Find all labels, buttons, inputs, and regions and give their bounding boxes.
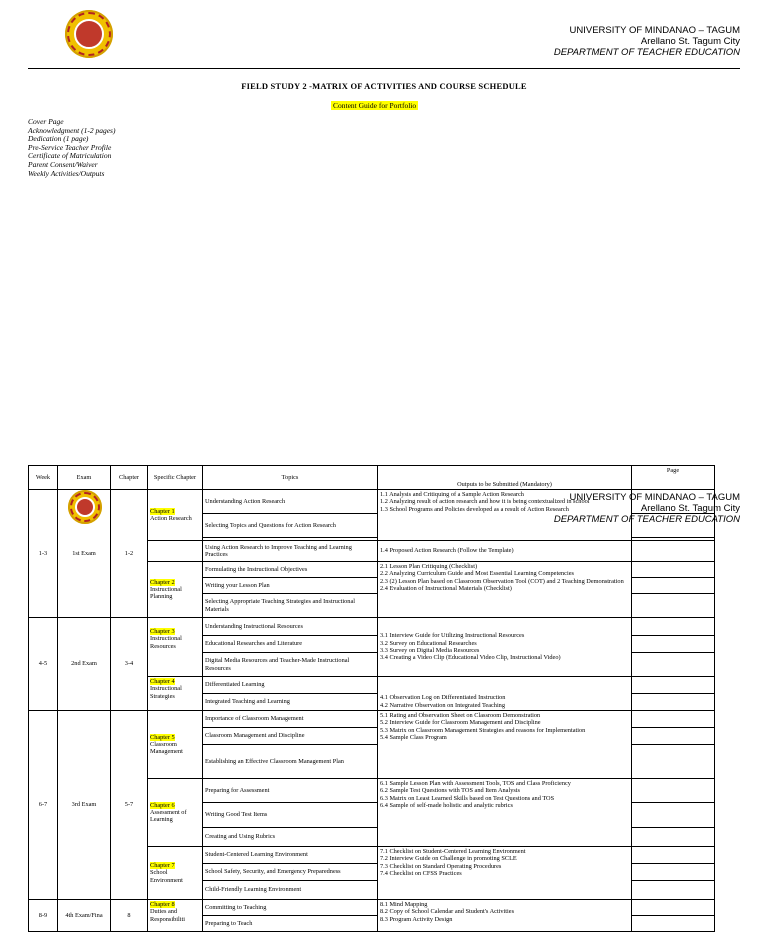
exam-cell: 2nd Exam [58,618,111,711]
page-cell [632,636,715,653]
topic-cell: Classroom Management and Discipline [203,728,378,745]
page-cell [632,745,715,779]
page-cell [632,618,715,636]
header-week: Week [29,466,58,490]
topic-cell: Formulating the Instructional Objectives [203,562,378,578]
outputs-cell: 7.1 Checklist on Student-Centered Learning Environment 7.2 Interview Guide on Challenge in promoting SCLE 7.3 Checklist on Standard Operating Procedures 7.4 Checklist on CFSS Practices [378,847,632,900]
page-cell [632,728,715,745]
page-cell [632,562,715,578]
page-cell [632,881,715,900]
specific-chapter-cell [148,541,203,562]
exam-cell: 4th Exam/Fina [58,900,111,932]
department-name: DEPARTMENT OF TEACHER EDUCATION [553,514,740,525]
chapter-cell: 1-2 [111,490,148,618]
specific-chapter-cell [148,490,203,541]
chapter-name: Instructional Planning [150,585,182,601]
chapter-label: Chapter 7 [150,862,175,870]
table-row [29,900,715,916]
table-header-row [29,466,715,490]
topic-cell: Using Action Research to Improve Teaching and Learning Practices [203,541,378,562]
topic-cell: Understanding Instructional Resources [203,618,378,636]
content-guide-label: Content Guide for Portfolio [333,101,417,110]
header-topics: Topics [203,466,378,490]
page-cell [632,578,715,594]
activities-matrix-table [28,465,715,932]
university-seal-logo [65,10,113,58]
list-item: Parent Consent/Waiver [28,159,98,169]
list-item: Dedication (1 page) [28,134,89,144]
week-cell: 4-5 [29,618,58,711]
topic-cell: Educational Researches and Literature [203,636,378,653]
page-cell [632,653,715,677]
list-item: Cover Page [28,117,64,126]
university-address: Arellano St. Tagum City [640,36,740,47]
chapter-label: Chapter 8 [150,901,175,908]
specific-chapter-cell [148,618,203,677]
chapter-name: Instructional Resources [150,635,182,650]
page-header-overlay [554,492,740,525]
chapter-cell: 3-4 [111,618,148,711]
page-cell [632,694,715,711]
topic-cell: Child-Friendly Learning Environment [203,881,378,900]
topic-cell: Writing your Lesson Plan [203,578,378,594]
list-item: Certificate of Matriculation [28,151,112,161]
chapter-name: Action Research [150,515,192,522]
page-header [554,25,740,58]
department-name: DEPARTMENT OF TEACHER EDUCATION [553,47,740,58]
university-name: UNIVERSITY OF MINDANAO – TAGUM [569,492,740,503]
topic-cell: Preparing for Assessment [203,779,378,803]
page-cell [632,594,715,618]
page-cell [632,828,715,847]
specific-chapter-cell [148,847,203,900]
outputs-cell: 1.4 Proposed Action Research (Follow the Template) [378,541,632,562]
topic-cell: Understanding Action Research [203,490,378,514]
chapter-label: Chapter 1 [150,507,175,515]
list-item: Acknowledgment (1-2 pages) [28,125,116,135]
university-address: Arellano St. Tagum City [640,503,740,514]
page-cell [632,541,715,562]
topic-cell: Digital Media Resources and Teacher-Made Instructional Resources [203,653,378,677]
topic-cell: Creating and Using Rubrics [203,828,378,847]
chapter-label: Chapter 3 [150,628,175,635]
chapter-label: Chapter 4 [150,678,175,685]
page-cell [632,864,715,881]
chapter-label: Chapter 5 [150,733,175,741]
outputs-cell: 1.1 Analysis and Critiquing of a Sample Action Research 1.2 Analyzing result of action research and how it is being contextualized in school 1.3 School Programs and Policies developed as a result of Action Research [378,490,632,541]
outputs-cell: 4.1 Observation Log on Differentiated Instruction 4.2 Narrative Observation on Integrated Teaching [378,677,632,711]
chapter-name: Instructional Strategies [150,685,182,700]
week-cell: 8-9 [29,900,58,932]
specific-chapter-cell [148,900,203,932]
header-chapter: Chapter [111,466,148,490]
outputs-cell: 8.1 Mind Mapping 8.2 Copy of School Calendar and Student's Activities 8.3 Program Activity Design [378,900,632,932]
page-title: FIELD STUDY 2 -MATRIX OF ACTIVITIES AND COURSE SCHEDULE [241,81,527,91]
page-cell [632,847,715,864]
outputs-cell: 6.1 Sample Lesson Plan with Assessment Tools, TOS and Class Proficiency 6.2 Sample Test Questions with TOS and Item Analysis 6.3 Matrix on Least Learned Skills based on Test Questions and TOS 6.4 Sample of self-made holistic and analytic rubrics [378,779,632,847]
topic-cell: School Safety, Security, and Emergency Preparedness [203,864,378,881]
header-page: Page [632,466,715,490]
exam-cell: 1st Exam [58,490,111,618]
specific-chapter-cell [148,711,203,779]
page-cell [632,900,715,916]
topic-cell: Selecting Appropriate Teaching Strategies and Instructional Materials [203,594,378,618]
university-name: UNIVERSITY OF MINDANAO – TAGUM [569,25,740,36]
header-rule [28,68,740,69]
topic-cell: Establishing an Effective Classroom Management Plan [203,745,378,779]
portfolio-items-list [28,118,115,178]
table-row [29,711,715,728]
chapter-cell: 8 [111,900,148,932]
list-item: Pre-Service Teacher Profile [28,142,112,152]
chapter-name: Classroom Management [150,740,183,756]
topic-cell: Selecting Topics and Questions for Action Research [203,514,378,538]
topic-cell: Differentiated Learning [203,677,378,694]
university-seal-logo [68,490,102,524]
header-exam: Exam [58,466,111,490]
chapter-label: Chapter 2 [150,578,175,586]
page-cell [632,916,715,932]
specific-chapter-cell [148,562,203,618]
specific-chapter-cell [148,779,203,847]
page-cell [632,803,715,828]
header-outputs: Outputs to be Submitted (Mandatory) [378,466,632,490]
topic-cell: Integrated Teaching and Learning [203,694,378,711]
week-cell: 1-3 [29,490,58,618]
list-item: Weekly Activities/Outputs [28,168,105,178]
topic-cell: Preparing to Teach [203,916,378,932]
week-cell: 6-7 [29,711,58,900]
chapter-name: School Environment [150,869,183,884]
table-row [29,618,715,636]
topic-cell: Writing Good Test Items [203,803,378,828]
outputs-cell: 5.1 Rating and Observation Sheet on Classroom Demonstration 5.2 Interview Guide for Classroom Management and Discipline 5.3 Matrix on Classroom Management Strategies and reasons for Implementation 5.4 Sample Class Program [378,711,632,779]
topic-cell: Student-Centered Learning Environment [203,847,378,864]
header-specific-chapter: Specific Chapter [148,466,203,490]
chapter-name: Assessment of Learning [150,808,187,824]
page-cell [632,677,715,694]
page-cell [632,779,715,803]
outputs-cell: 3.1 Interview Guide for Utilizing Instructional Resources 3.2 Survey on Educational Researches 3.3 Survey on Digital Media Resources 3.4 Creating a Video Clip (Educational Video Clip, Instructional Video) [378,618,632,677]
chapter-label: Chapter 6 [150,801,175,809]
page-cell [632,711,715,728]
chapter-name: Duties and Responsibiliti [150,908,185,923]
chapter-cell: 5-7 [111,711,148,900]
specific-chapter-cell [148,677,203,711]
outputs-cell: 2.1 Lesson Plan Critiquing (Checklist) 2.2 Analyzing Curriculum Guide and Most Essential Learning Competencies 2.3 (2) Lesson Plan based on Classroom Observation Tool (COT) and 2 Teaching Demonstration 2.4 Evaluation of Instructional Materials (Checklist) [378,562,632,618]
exam-cell: 3rd Exam [58,711,111,900]
topic-cell: Importance of Classroom Management [203,711,378,728]
topic-cell: Committing to Teaching [203,900,378,916]
